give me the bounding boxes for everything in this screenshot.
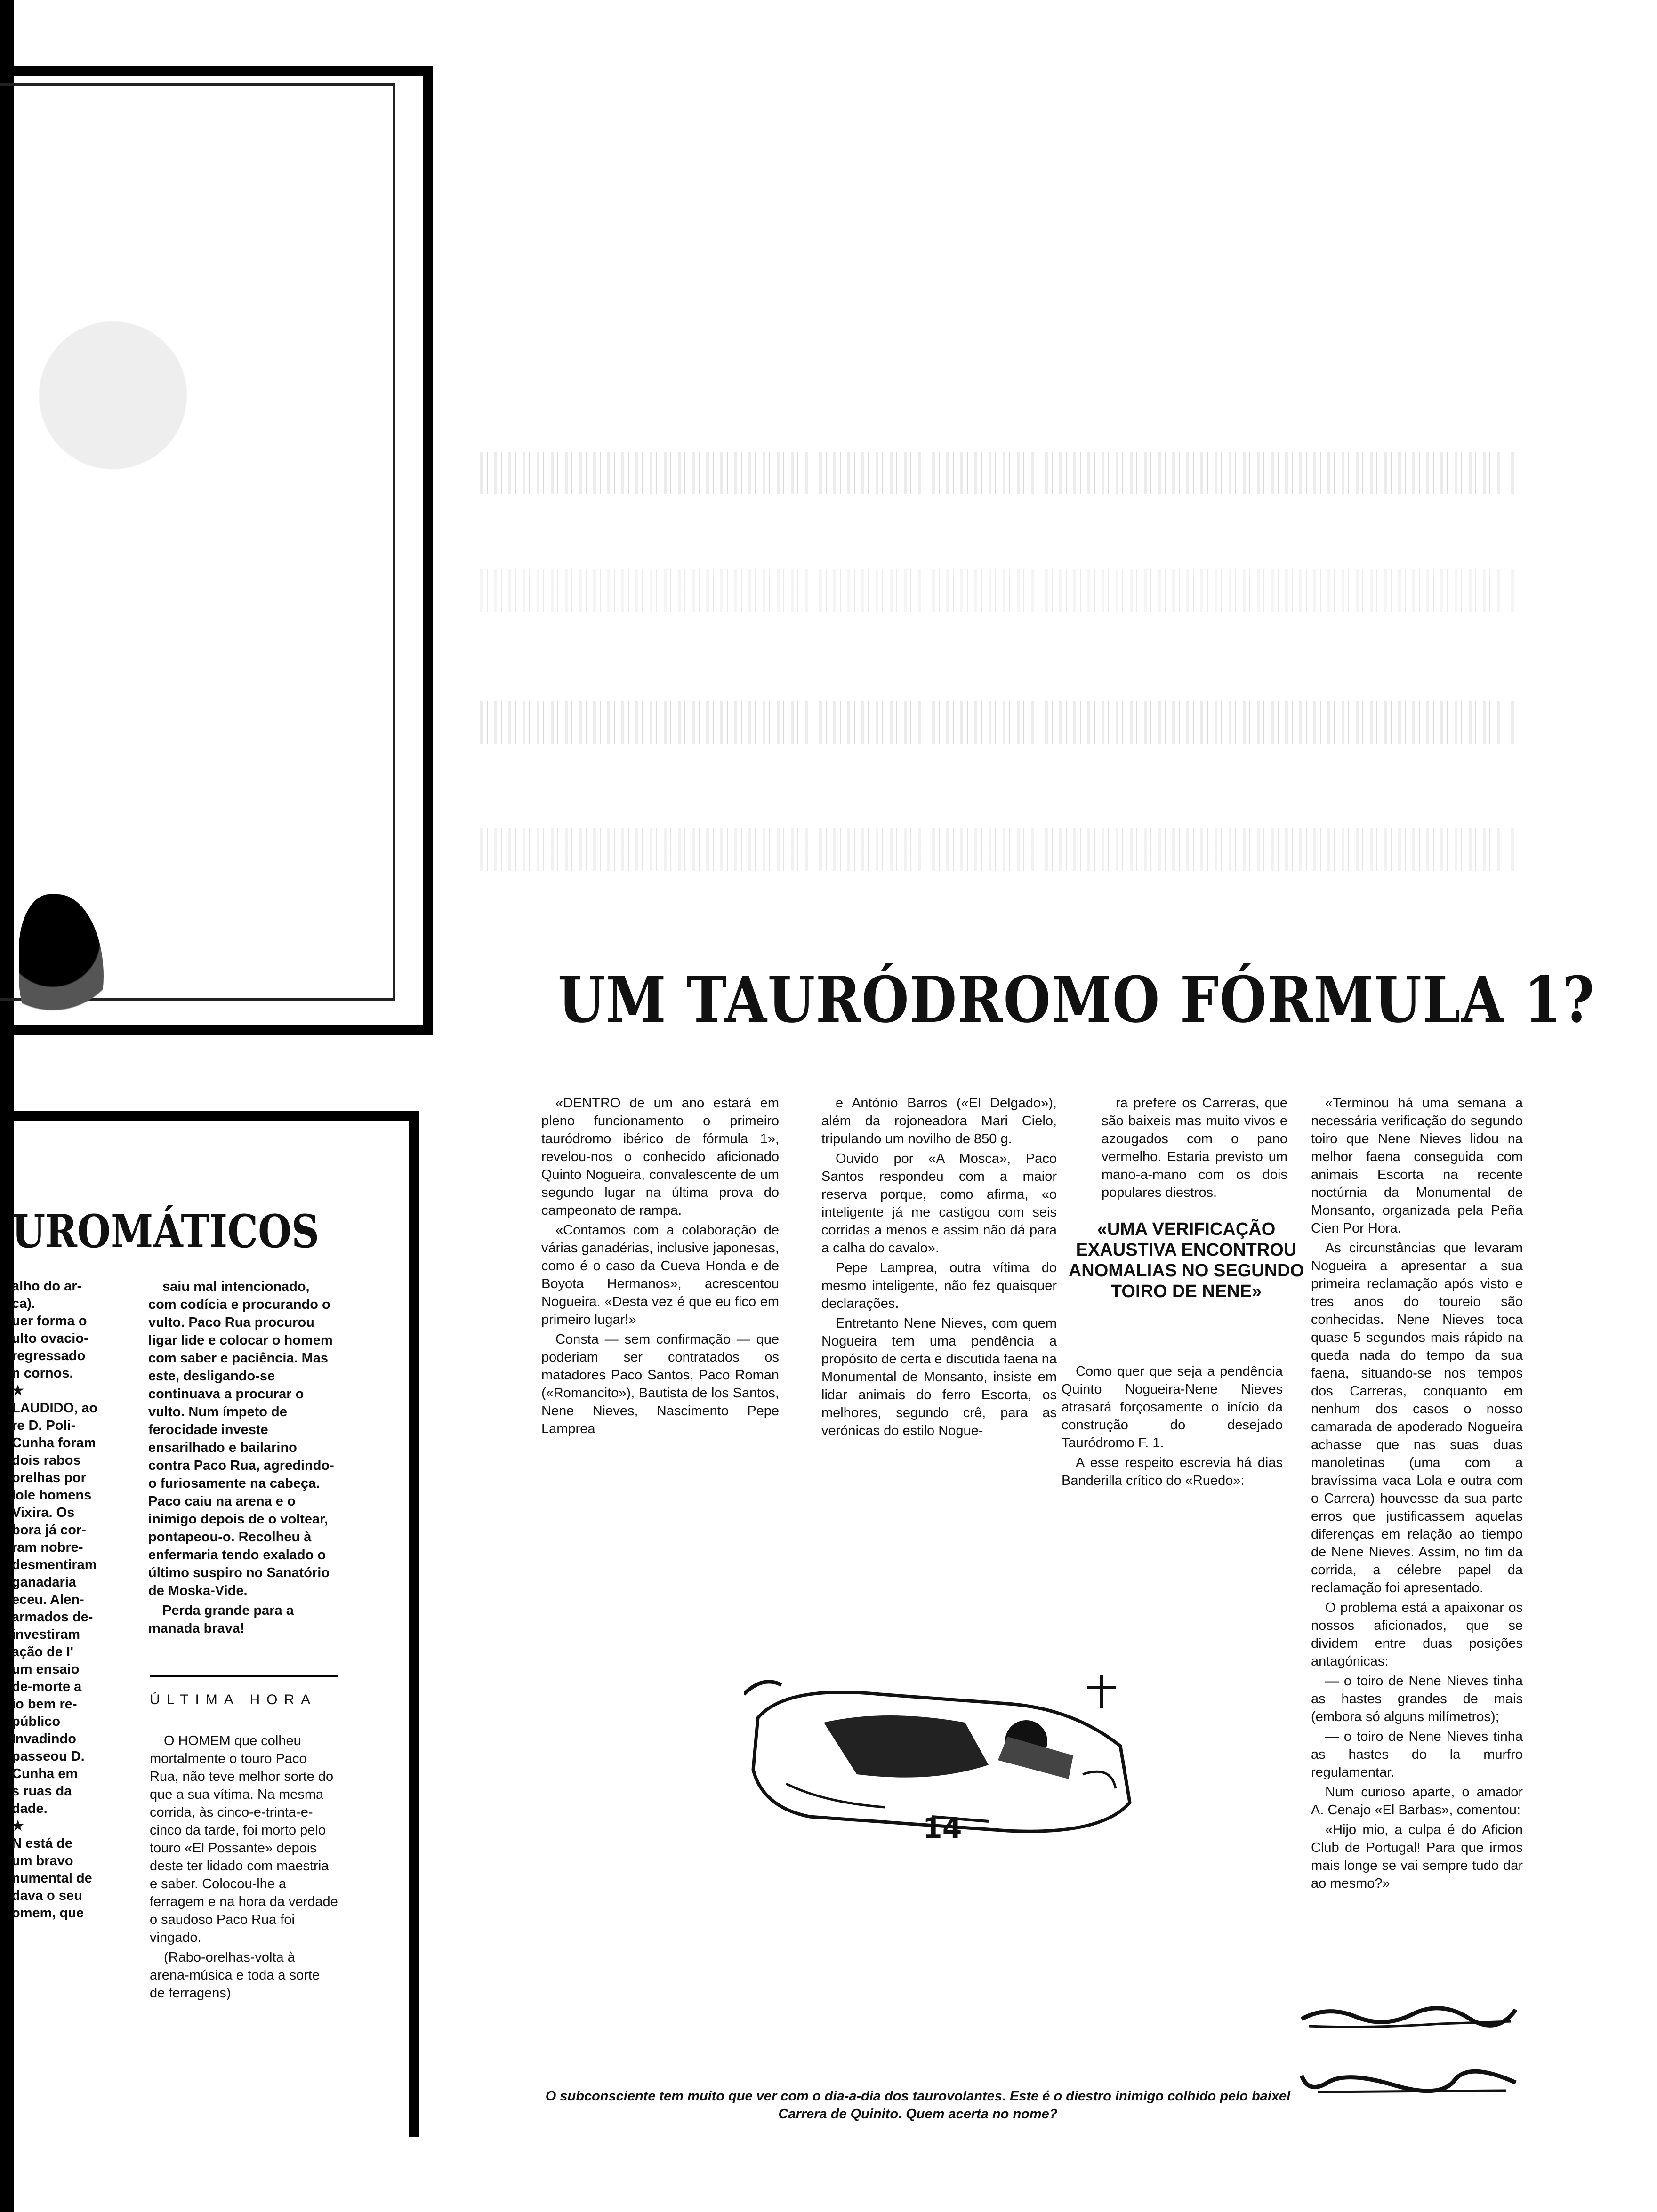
paragraph: O problema está a apaixonar os nossos aficionados, que se dividem entre duas posições antagónicas: <box>1311 1600 1523 1669</box>
signature-scribble <box>1299 2000 1520 2033</box>
text-line: público <box>12 1714 61 1729</box>
paragraph: (Rabo-orelhas-volta à arena-música e toda a sorte de ferragens) <box>150 1950 320 2001</box>
text-line: alho do ar- <box>12 1279 82 1294</box>
paragraph: «DENTRO de um ano estará em pleno funcionamento o primeiro tauródromo ibérico de fórmula 1», revelou-nos o conhecido aficionado Quinto Nogueira, convalescente de um segundo lugar na última prova do campeonato de rampa. <box>541 1096 779 1218</box>
article-column-1 <box>541 1094 779 1440</box>
left-article-column-2b <box>150 1732 338 2004</box>
paragraph: ra prefere os Carreras, que são baixeis mas muito vivos e azougados com o pano vermelho. Estaria previsto um mano-a-mano com os dois populares diestros. <box>1102 1096 1287 1200</box>
text-line: Vixira. Os <box>12 1505 75 1520</box>
paragraph: Num curioso aparte, o amador A. Cenajo «El Barbas», comentou: <box>1311 1785 1523 1818</box>
text-line: orelhas por <box>12 1470 86 1485</box>
paragraph: O HOMEM que colheu mortalmente o touro Paco Rua, não teve melhor sorte do que a sua vítima. Na mesma corrida, às cinco-e-trinta-e-cinco da tarde, foi morto pelo touro «El Possante» depois deste ter lidado com maestria e saber. Colocou-lhe a ferragem e na hora da verdade o saudoso Paco Rua foi vingado. <box>150 1733 338 1945</box>
text-line: desmentiram <box>12 1557 97 1572</box>
paragraph: Entretanto Nene Nieves, com quem Nogueira tem uma pendência a propósito de certa e discutida faena na Monumental de Monsanto, insiste em lidar animais do ferro Escorta, os melhores, segundo crê, para as verónicas do estilo Nogue- <box>821 1316 1057 1438</box>
paragraph: Pepe Lamprea, outra vítima do mesmo inteligente, não fez quaisquer declarações. <box>821 1260 1057 1311</box>
article-column-2 <box>821 1094 1057 1442</box>
text-line: omem, que <box>12 1906 84 1921</box>
paragraph: A esse respeito escrevia há dias Banderilla crítico do «Ruedo»: <box>1062 1455 1283 1488</box>
paragraph: Consta — sem confirmação — que poderiam ser contratados os matadores Paco Santos, Paco Roman («Romancito»), Bautista de los Santos, Nene Nieves, Nascimento Pepe Lamprea <box>541 1332 779 1436</box>
text-line: ulto ovacio- <box>12 1331 88 1346</box>
text-line: um ensaio <box>12 1662 80 1677</box>
left-article-column-2 <box>148 1278 337 1639</box>
text-line: s ruas da <box>12 1784 72 1799</box>
text-line: ★ <box>12 1383 24 1398</box>
text-line: io bem re- <box>12 1697 77 1712</box>
text-line: n cornos. <box>12 1366 73 1381</box>
text-line: um bravo <box>12 1853 73 1868</box>
race-car-photo <box>744 1666 1139 1850</box>
halftone-shape <box>19 301 207 489</box>
text-line: re D. Poli- <box>12 1418 76 1433</box>
text-line: ca). <box>12 1296 35 1311</box>
text-line: LAUDIDO, ao <box>12 1401 98 1416</box>
text-line: dois rabos <box>12 1453 81 1468</box>
left-photo-inner-frame <box>0 83 395 1001</box>
text-line: ram nobre- <box>12 1540 83 1555</box>
scan-noise-strip <box>480 828 1516 871</box>
text-line: bora já cor- <box>12 1523 86 1538</box>
left-article-heading: UROMÁTICOS <box>12 1205 320 1258</box>
paragraph: Como quer que seja a pendência Quinto Nogueira-Nene Nieves atrasará forçosamente o início da construção do desejado Tauródromo F. 1. <box>1062 1364 1283 1451</box>
paragraph: «Contamos com a colaboração de várias ganadérias, inclusive japonesas, como é o caso da Cueva Honda e de Boyota Hermanos», acrescentou Nogueira. «Desta vez é que eu fico em primeiro lugar!» <box>541 1223 779 1327</box>
paragraph: — o toiro de Nene Nieves tinha as hastes grandes de mais (embora só alguns milímetros); <box>1311 1674 1523 1724</box>
left-article-column-1 <box>12 1278 108 1922</box>
text-line: passeou D. <box>12 1749 85 1764</box>
text-line: ★ <box>12 1819 24 1834</box>
paragraph: — o toiro de Nene Nieves tinha as hastes do la murfro regulamentar. <box>1311 1729 1523 1780</box>
text-line: de-morte a <box>12 1679 82 1694</box>
paragraph: «Terminou há uma semana a necessária verificação do segundo toiro que Nene Nieves lidou na melhor faena conseguida com animais Escorta na recente noctúrnia da Monumental de Monsanto, organizada pela Peña Cien Por Hora. <box>1311 1096 1523 1236</box>
article-subheading: «UMA VERIFICAÇÃO EXAUSTIVA ENCONTROU ANOMALIAS NO SEGUNDO TOIRO DE NENE» <box>1068 1219 1304 1301</box>
text-line: eceu. Alen- <box>12 1592 84 1607</box>
text-line: ação de I' <box>12 1644 74 1659</box>
scan-noise-strip <box>480 569 1516 612</box>
text-line: uer forma o <box>12 1314 87 1329</box>
paragraph: As circunstâncias que levaram Nogueira a apresentar a sua primeira reclamação após visto e tres anos do toureio são conhecidas. Nene Nieves toca quase 5 segundos mais rápido na queda nada do tempo da sua faena, situando-se nos tempos dos Carreras, conquanto em nenhum dos casos o nosso camarada de apoderado Nogueira achasse que nas suas duas manoletinas (uma com a bravíssima vaca Lola e outra com o Carrera) houvesse da sua parte erros que justificassem aquelas diferenças em relação ao tiempo de Nene Nieves. Assim, no fim da corrida, a célebre papel da reclamação foi apresentado. <box>1311 1241 1523 1595</box>
text-line: regressado <box>12 1348 86 1363</box>
article-column-3 <box>1102 1094 1287 1203</box>
paragraph: «Hijo mio, a culpa é do Aficion Club de Portugal! Para que irmos mais longe se vai sempre tudo dar ao mesmo?» <box>1311 1822 1523 1891</box>
photo-caption: O subconsciente tem muito que ver com o dia-a-dia dos taurovolantes. Este é o diestro inimigo colhido pelo baixel Carrera de Quinito. Quem acerta no nome? <box>545 2089 1291 2122</box>
article-column-4 <box>1311 1094 1523 1894</box>
car-number: 14 <box>923 1812 962 1845</box>
text-line: lole homens <box>12 1488 92 1503</box>
text-line: armados de- <box>12 1610 93 1625</box>
ultima-hora-label: ÚLTIMA HORA <box>150 1692 317 1707</box>
paragraph: Ouvido por «A Mosca», Paco Santos respondeu com a maior reserva porque, como afirma, «o inteligente já me castigou com seis corridas a menos e assim não dá para a calha do cavalo». <box>821 1151 1057 1256</box>
headline: UM TAURÓDROMO FÓRMULA 1? <box>558 962 1595 1037</box>
text-line: dade. <box>12 1801 48 1816</box>
paragraph: Perda grande para a manada brava! <box>148 1603 294 1636</box>
scan-noise-strip <box>480 452 1516 494</box>
text-line: ganadaria <box>12 1575 76 1590</box>
text-line: Invadindo <box>12 1731 76 1747</box>
text-line: Cunha em <box>12 1766 78 1781</box>
divider-rule <box>150 1675 338 1677</box>
text-line: investiram <box>12 1627 80 1642</box>
paragraph: e António Barros («El Delgado»), além da rojoneadora Mari Cielo, tripulando um novilho de 850 g. <box>821 1096 1057 1146</box>
article-column-3b <box>1062 1362 1283 1491</box>
text-line: numental de <box>12 1871 92 1886</box>
text-line: dava o seu <box>12 1888 82 1903</box>
paragraph: saiu mal intencionado, com codícia e procurando o vulto. Paco Rua procurou ligar lide e colocar o homem com saber e paciência. Mas este, desligando-se continuava a procurar o vulto. Num ímpeto de ferocidade investe ensarilhado e bailarino contra Paco Rua, agredindo-o furiosamente na cabeça. Paco caiu na arena e o inimigo depois de o voltear, pontapeou-o. Recolheu à enfermaria tendo exalado o último suspiro no Sanatório de Moska-Vide. <box>148 1279 334 1598</box>
scan-noise-strip <box>480 701 1516 744</box>
text-line: Cunha foram <box>12 1435 96 1451</box>
signature-scribble <box>1299 2066 1520 2099</box>
text-line: N está de <box>12 1836 72 1851</box>
